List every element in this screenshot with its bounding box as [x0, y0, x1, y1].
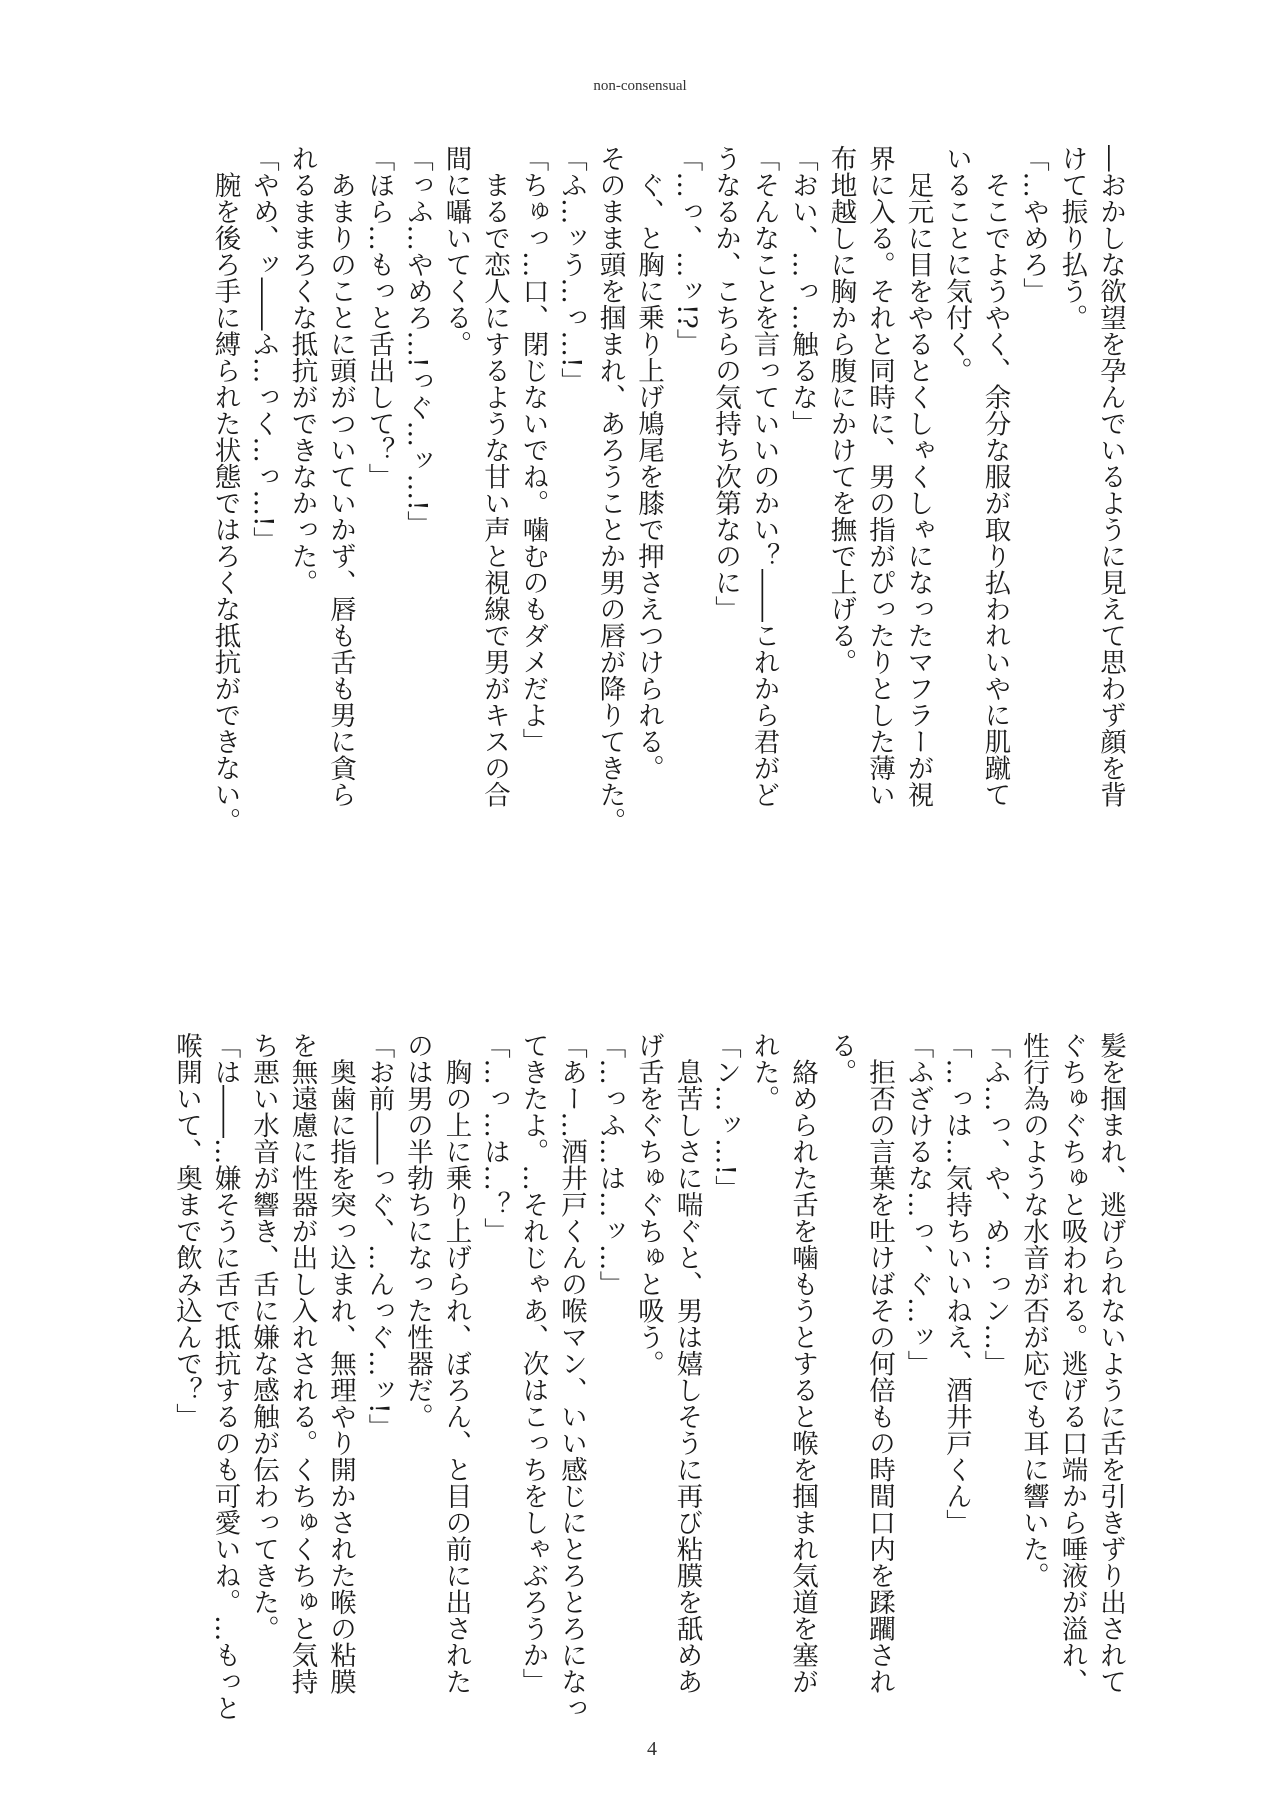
text-column: けて振り払う。	[1056, 145, 1088, 331]
text-block-upper	[205, 145, 1129, 834]
text-column: 界に入る。それと同時に、男の指がぴったりとした薄い	[864, 145, 895, 808]
text-column: 「ふ…っ、や、め…っン…」	[979, 1032, 1011, 1377]
text-column: 「やめ、ッ――ふ…っく…っ…!」	[248, 145, 279, 554]
text-column: 喉開いて、奥まで飲み込んで？」	[171, 1032, 202, 1430]
text-column: 髪を掴まれ、逃げられないように舌を引きずり出されて	[1095, 1032, 1126, 1695]
text-column: げ舌をぐちゅぐちゅと吸う。	[633, 1032, 664, 1377]
text-column: まるで恋人にするような甘い声と視線で男がキスの合	[479, 145, 510, 808]
text-column: 「…っ…は…？」	[479, 1032, 510, 1244]
text-column: てきたよ。…それじゃあ、次はこっちをしゃぶろうか」	[517, 1032, 549, 1695]
text-column: そのまま頭を掴まれ、あろうことか男の唇が降りてきた。	[594, 145, 626, 834]
text-column: ―おかしな欲望を孕んでいるように見えて思わず顔を背	[1095, 145, 1126, 808]
text-column: 息苦しさに喘ぐと、男は嬉しそうに再び粘膜を舐めあ	[671, 1032, 703, 1695]
text-column: 「ちゅっ…口、閉じないでね。噛むのもダメだよ」	[517, 145, 549, 755]
text-column: 「おい、…っ…触るな」	[787, 145, 818, 437]
text-column: のは男の半勃ちになった性器だ。	[402, 1032, 433, 1430]
text-column: うなるか、こちらの気持ち次第なのに」	[710, 145, 741, 622]
text-column: 「お前――っぐ、…んっぐ…ッ!」	[363, 1032, 395, 1441]
text-column: れるままろくな抵抗ができなかった。	[286, 145, 318, 596]
text-column: ぐ、と胸に乗り上げ鳩尾を膝で押さえつけられる。	[633, 145, 664, 781]
text-column: 拒否の言葉を吐けばその何倍もの時間口内を蹂躙され	[864, 1032, 895, 1695]
text-column: そこでようやく、余分な服が取り払われいやに肌蹴て	[979, 145, 1011, 808]
text-column: いることに気付く。	[941, 145, 972, 384]
text-column: 胸の上に乗り上げられ、ぼろん、と目の前に出された	[440, 1032, 472, 1695]
text-column: 奥歯に指を突っ込まれ、無理やり開かされた喉の粘膜	[325, 1032, 356, 1695]
text-column: 「…っは…気持ちいいねえ、酒井戸くん」	[941, 1032, 972, 1536]
text-column: 「ほら…もっと舌出して？」	[363, 145, 395, 490]
text-column: 足元に目をやるとくしゃくしゃになったマフラーが視	[902, 145, 934, 808]
text-column: 「あー…酒井戸くんの喉マン、いい感じにとろとろになっ	[556, 1032, 587, 1721]
text-column: 絡められた舌を噛もうとすると喉を掴まれ気道を塞が	[787, 1032, 818, 1695]
text-column: 「…やめろ」	[1018, 145, 1049, 304]
text-column: 「そんなことを言っていいのかい？――これから君がど	[748, 145, 780, 808]
text-column: 腕を後ろ手に縛られた状態ではろくな抵抗ができない。	[209, 145, 241, 834]
text-column: 性行為のような水音が否が応でも耳に響いた。	[1018, 1032, 1049, 1589]
running-header: non-consensual	[593, 78, 687, 94]
text-column: 「ふ…ッう…っ…!」	[556, 145, 587, 395]
text-column: あまりのことに頭がついていかず、唇も舌も男に貪ら	[325, 145, 356, 808]
page-number: 4	[647, 1738, 657, 1760]
text-column: 布地越しに胸から腹にかけてを撫で上げる。	[825, 145, 857, 675]
text-column: 「っふ…やめろ…!っぐ…ッ…!」	[402, 145, 433, 538]
text-column: 「…っふ…は…ッ…」	[594, 1032, 626, 1297]
text-column: 間に囁いてくる。	[440, 145, 472, 357]
text-block-lower	[167, 1032, 1130, 1721]
text-column: 「ふざけるな…っ、ぐ…ッ」	[902, 1032, 934, 1377]
text-column: ち悪い水音が響き、舌に嫌な感触が伝わってきた。	[248, 1032, 279, 1642]
text-column: を無遠慮に性器が出し入れされる。くちゅくちゅと気持	[286, 1032, 318, 1695]
text-column: 「…っ、…ッ!?」	[671, 145, 703, 356]
text-column: 「ン…ッ…!」	[710, 1032, 741, 1202]
text-column: 「は――…嫌そうに舌で抵抗するのも可愛いね。…もっと	[209, 1032, 241, 1721]
text-column: ぐちゅぐちゅと吸われる。逃げる口端から唾液が溢れ、	[1056, 1032, 1088, 1695]
text-column: れた。	[748, 1032, 780, 1112]
text-column: る。	[825, 1032, 857, 1085]
